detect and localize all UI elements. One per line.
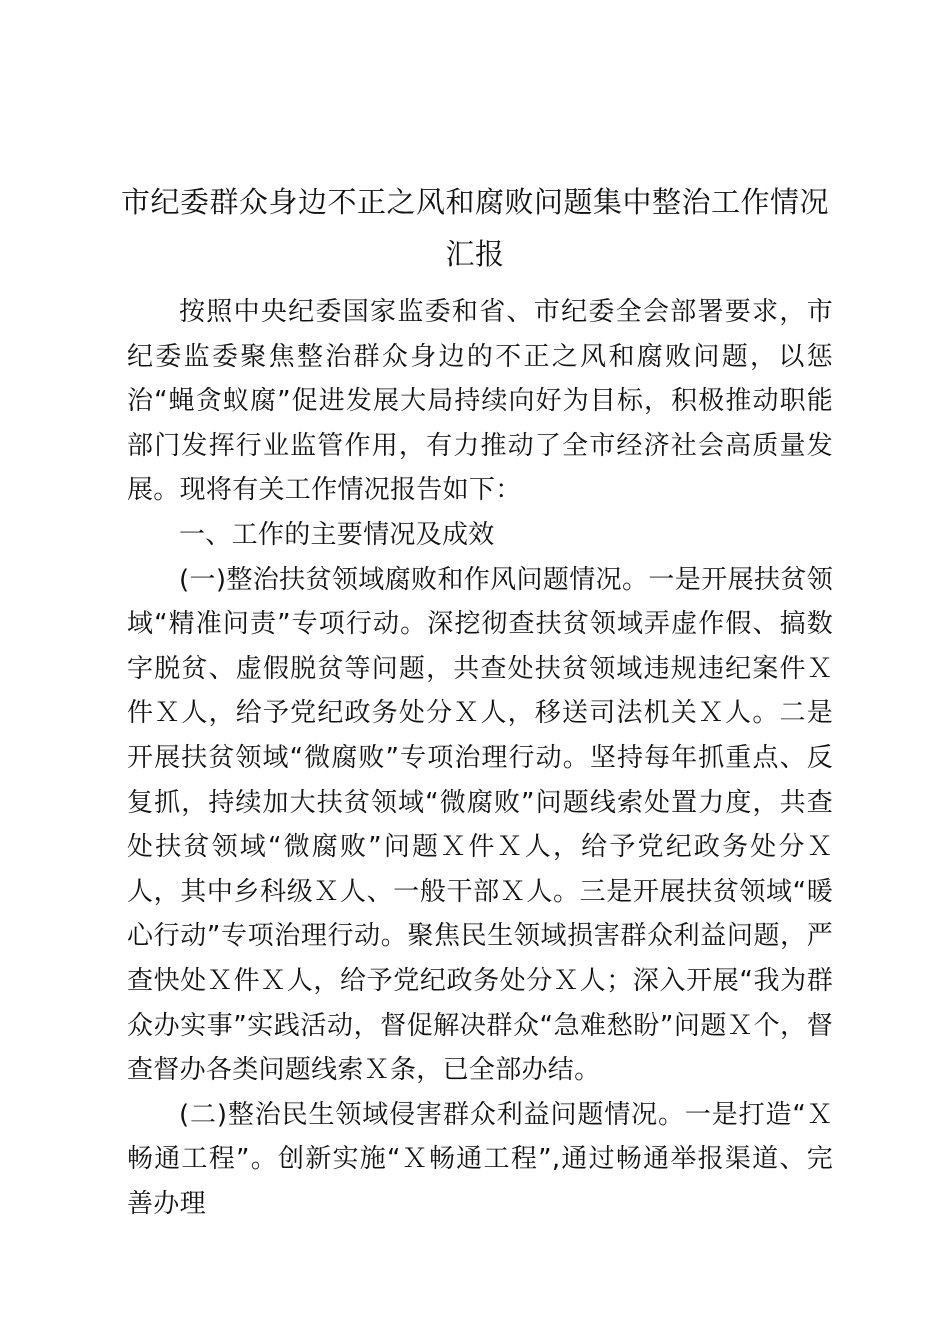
document-body <box>127 290 833 1226</box>
section-heading: 一、工作的主要情况及成效 <box>179 519 495 550</box>
document-title: 市纪委群众身边不正之风和腐败问题集中整治工作情况汇报 <box>120 185 829 271</box>
section-paragraph-1: (一)整治扶贫领域腐败和作风问题情况。一是开展扶贫领域“精准问责”专项行动。深挖彻查扶贫领域弄虚作假、搞数字脱贫、虚假脱贫等问题，共查处扶贫领域违规违纪案件Ｘ件Ｘ人，给予党纪政务处分Ｘ人，移送司法机关Ｘ人。二是开展扶贫领域“微腐败”专项治理行动。坚持每年抓重点、反复抓，持续加大扶贫领域“微腐败”问题线索处置力度，共查处扶贫领域“微腐败”问题Ｘ件Ｘ人，给予党纪政务处分Ｘ人，其中乡科级Ｘ人、一般干部Ｘ人。三是开展扶贫领域“暖心行动”专项治理行动。聚焦民生领域损害群众利益问题，严查快处Ｘ件Ｘ人，给予党纪政务处分Ｘ人；深入开展“我为群众办实事”实践活动，督促解决群众“急难愁盼”问题Ｘ个，督查督办各类问题线索Ｘ条，已全部办结。 <box>127 564 833 1086</box>
intro-paragraph: 按照中央纪委国家监委和省、市纪委全会部署要求，市纪委监委聚焦整治群众身边的不正之风和腐败问题，以惩治“蝇贪蚁腐”促进发展大局持续向好为目标，积极推动职能部门发挥行业监管作用，有力推动了全市经济社会高质量发展。现将有关工作情况报告如下： <box>127 297 833 506</box>
section-paragraph-2: (二)整治民生领域侵害群众利益问题情况。一是打造“Ｘ畅通工程”。创新实施“Ｘ畅通工程”,通过畅通举报渠道、完善办理 <box>127 1099 833 1219</box>
